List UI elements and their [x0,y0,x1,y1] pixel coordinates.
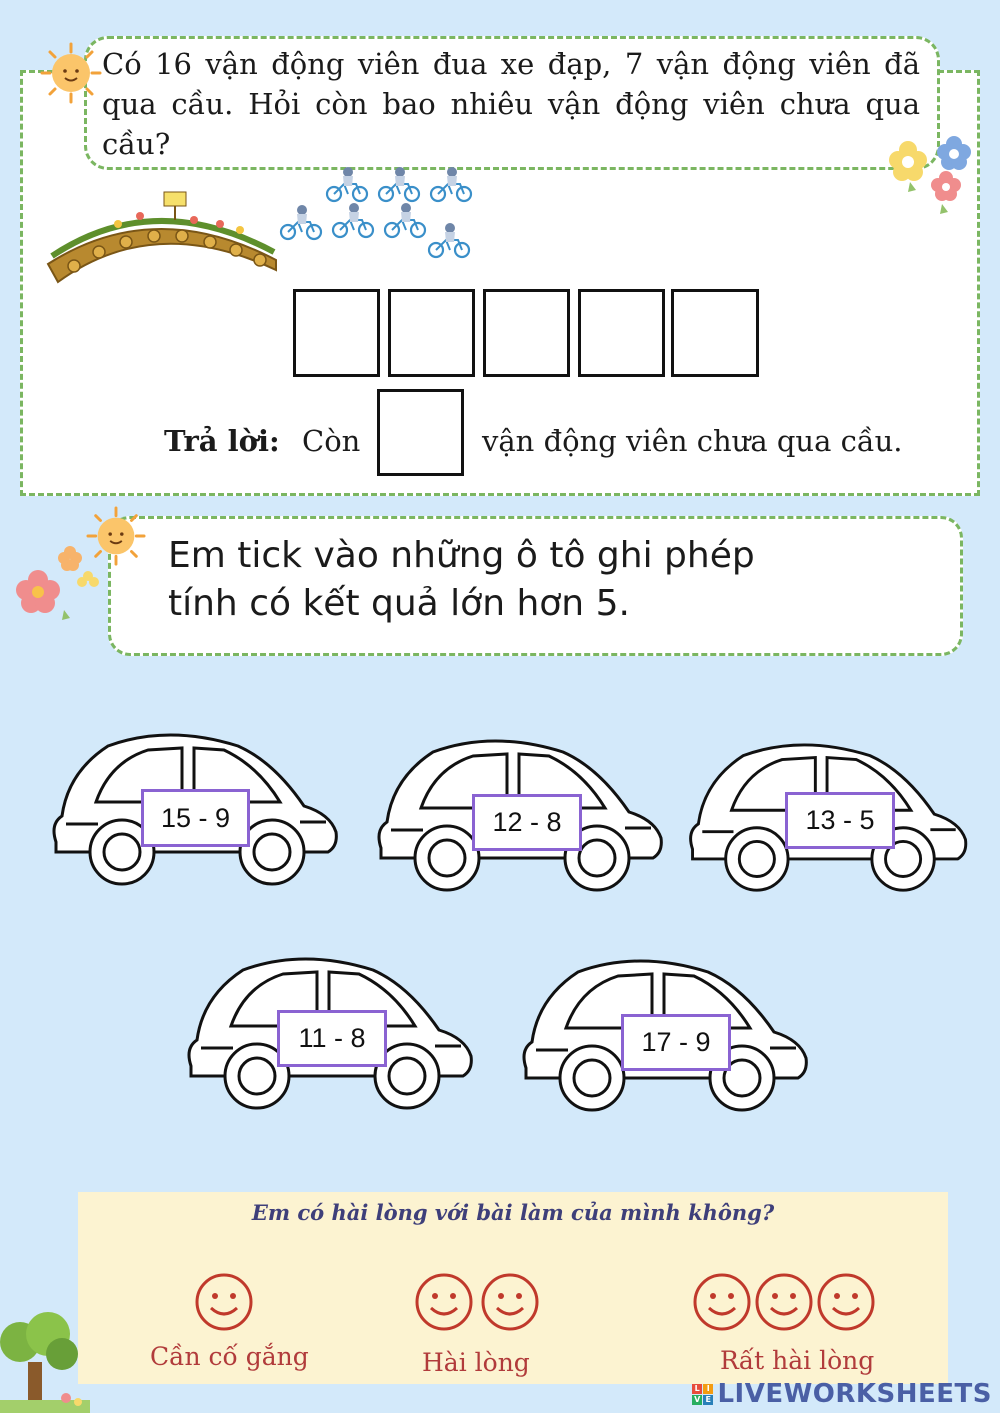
instruction-text [168,532,888,628]
cyclists-illustration [278,166,482,274]
calc-box-2[interactable] [388,289,475,377]
calc-box-1[interactable] [293,289,380,377]
instruction-line-1: Em tick vào những ô tô ghi phép [168,535,755,576]
smiley-triple-icon[interactable] [692,1272,880,1332]
rating-label-3: Rất hài lòng [720,1346,875,1375]
car-expression-4: 11 - 8 [277,1010,387,1067]
calc-box-3[interactable] [483,289,570,377]
answer-label: Trả lời: [164,424,280,458]
car-expression-1: 15 - 9 [141,789,250,847]
smiley-pair-icon[interactable] [414,1272,542,1332]
calc-box-4[interactable] [578,289,665,377]
rating-question: Em có hài lòng với bài làm của mình không? [251,1200,775,1225]
car-expression-5: 17 - 9 [621,1014,731,1071]
rating-label-1: Cần cố gắng [150,1342,309,1371]
answer-suffix: vận động viên chưa qua cầu. [482,424,903,458]
calc-box-5[interactable] [671,289,759,377]
answer-box[interactable] [377,389,464,476]
bridge-illustration [44,186,280,286]
car-expression-2: 12 - 8 [472,794,582,851]
sun-icon [40,42,102,104]
question-text: Có 16 vận động viên đua xe đạp, 7 vận động viên đã qua cầu. Hỏi còn bao nhiêu vận động viên chưa qua cầu? [102,47,920,161]
sun-icon [86,506,146,566]
car-expression-3: 13 - 5 [785,792,895,849]
tree-icon [0,1312,90,1413]
liveworksheets-logo [692,1379,992,1409]
rating-label-2: Hài lòng [422,1348,530,1377]
liveworksheets-logo-mark: L I V E [692,1384,713,1405]
answer-prefix: Còn [302,424,361,458]
smiley-icon[interactable] [194,1272,254,1332]
rating-panel [78,1192,948,1384]
instruction-line-2: tính có kết quả lớn hơn 5. [168,583,630,624]
liveworksheets-logo-text: LIVEWORKSHEETS [717,1379,992,1409]
flowers-icon [884,134,984,218]
